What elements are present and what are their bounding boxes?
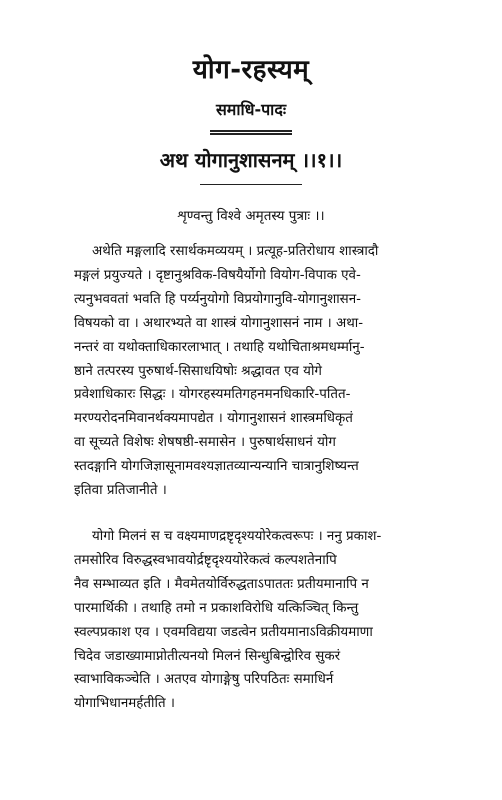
paragraph-line: पारमार्थिकी । तथाहि तमो न प्रकाशविरोधि यत्किञ्चित् किन्तु	[74, 600, 359, 616]
sutra-heading: अथ योगानुशासनम् ।।१।।	[159, 148, 343, 172]
page-title: योग-रहस्यम्	[192, 55, 310, 85]
paragraph-line: तमसोरिव विरुद्धस्वभावयोर्द्रष्टृदृश्ययोरेकत्वं कल्पशतेनापि	[74, 552, 337, 568]
paragraph-line: चिदेव जडाख्यामाप्नोतीत्यनयो मिलनं सिन्धुबिन्द्वोरिव सुकरं	[74, 648, 341, 664]
title-divider-top	[210, 130, 292, 132]
paragraph-line: स्तदङ्गानि योगजिज्ञासूनामवश्यज्ञातव्यान्यन्यानि चात्रानुशिष्यन्त	[74, 459, 359, 475]
paragraph-line: योगो मिलनं स च वक्ष्यमाणद्रष्टृदृश्ययोरेकत्वरूपः । ननु प्रकाश-	[92, 529, 382, 544]
chapter-subtitle: समाधि-पादः	[215, 100, 287, 119]
paragraph-line: वा सूच्यते विशेषः शेषषष्ठी-समासेन । पुरुषार्थसाधनं योग	[74, 435, 336, 451]
invocation-verse: शृण्वन्तु विश्वे अमृतस्य पुत्राः ।।	[177, 208, 325, 224]
paragraph-line: ष्ठाने तत्परस्य पुरुषार्थ-सिसाधयिषोः श्रद्धावत एव योगे	[74, 363, 322, 379]
paragraph-line: स्वल्पप्रकाश एव । एवमविद्यया जडत्वेन प्रतीयमानाऽविक्रीयमाणा	[74, 624, 373, 640]
paragraph-line: मङ्गलं प्रयुज्यते । दृष्टानुश्रविक-विषयैर्योगो वियोग-विपाक एवे-	[74, 267, 361, 283]
paragraph-line: मरण्यरोदनमिवानर्थक्यमापद्येत । योगानुशासनं शास्त्रमधिकृतं	[74, 411, 353, 427]
paragraph-line: नैव सम्भाव्यत इति । मैवमेतयोर्विरुद्धताऽपाततः प्रतीयमानापि न	[74, 576, 369, 592]
paragraph-line: योगाभिधानमर्हतीति ।	[74, 696, 175, 712]
paragraph-line: स्वाभाविकञ्चेति । अतएव योगाङ्गेषु परिपठितः समाधिर्न	[74, 672, 334, 688]
paragraph-line: इतिवा प्रतिजानीते ।	[74, 483, 167, 499]
paragraph-line: विषयको वा । अथारभ्यते वा शास्त्रं योगानुशासनं नाम । अथा-	[74, 315, 364, 331]
paragraph-line: प्रवेशाधिकारः सिद्धः । योगरहस्यमतिगहनमनधिकारि-पतित-	[74, 387, 351, 403]
paragraph-line: नन्तरं वा यथोक्ताधिकारलाभात् । तथाहि यथोचिताश्रमधर्म्मानु-	[74, 339, 365, 355]
title-divider-bottom	[210, 133, 292, 135]
commentary-paragraph-2	[74, 525, 450, 716]
sutra-underline	[200, 184, 302, 185]
paragraph-line: त्यनुभववतां भवति हि पर्य्यनुयोगो विप्रयोगानुवि-योगानुशासन-	[74, 291, 362, 307]
commentary-paragraph-1	[74, 240, 450, 503]
paragraph-line: अथेति मङ्गलादि रसार्थकमव्ययम् । प्रत्यूह-प्रतिरोधाय शास्त्रादौ	[92, 244, 379, 259]
